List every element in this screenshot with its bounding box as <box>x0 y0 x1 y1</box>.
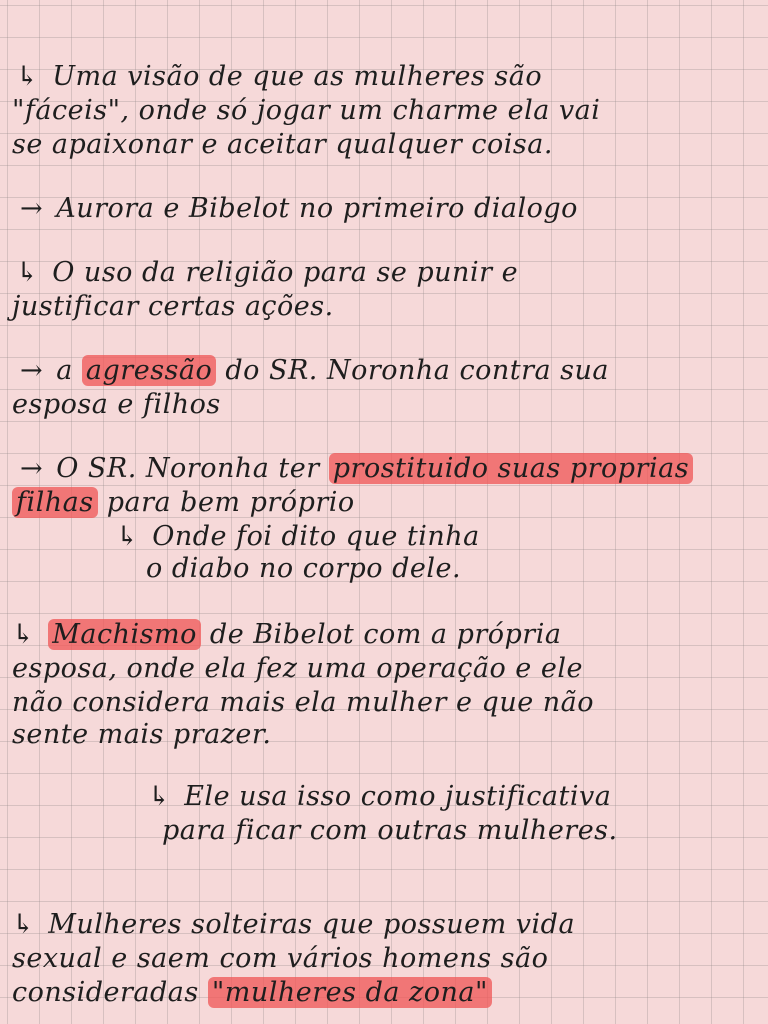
bullet-arrow-icon: ↳ <box>116 521 140 552</box>
note-text: de Bibelot com a própria <box>209 619 562 650</box>
highlighted-text: Machismo <box>48 619 201 650</box>
note-line <box>12 908 575 942</box>
note-text: sexual e saem com vários homens são <box>12 943 549 974</box>
note-line <box>20 192 578 226</box>
note-line <box>116 520 480 554</box>
note-text: esposa e filhos <box>12 389 221 420</box>
note-text: Uma visão de que as mulheres são <box>52 61 543 92</box>
note-text: Mulheres solteiras que possuem vida <box>48 909 576 940</box>
bullet-arrow-icon: ↳ <box>148 781 172 812</box>
dash-arrow-icon: → <box>20 453 44 484</box>
note-text: "fáceis", onde só jogar um charme ela vai <box>12 95 601 126</box>
note-text: sente mais prazer. <box>12 719 272 750</box>
bullet-arrow-icon: ↳ <box>16 257 40 288</box>
highlighted-text: "mulheres da zona" <box>208 977 492 1008</box>
note-line <box>12 976 492 1010</box>
note-line <box>12 686 594 720</box>
note-line <box>12 942 548 976</box>
note-text: a <box>56 355 73 386</box>
highlighted-text: agressão <box>82 355 216 386</box>
note-text: Ele usa isso como justificativa <box>184 781 612 812</box>
note-text: esposa, onde ela fez uma operação e ele <box>12 653 583 684</box>
note-text: O SR. Noronha ter <box>56 453 320 484</box>
highlighted-text: filhas <box>12 487 98 518</box>
note-line <box>12 94 600 128</box>
dash-arrow-icon: → <box>20 193 44 224</box>
note-line <box>162 814 618 848</box>
note-line <box>16 256 518 290</box>
note-text: Aurora e Bibelot no primeiro dialogo <box>56 193 578 224</box>
note-line <box>148 780 611 814</box>
bullet-arrow-icon: ↳ <box>12 909 36 940</box>
note-line <box>12 290 334 324</box>
note-line <box>20 452 693 486</box>
dash-arrow-icon: → <box>20 355 44 386</box>
note-line <box>12 618 561 652</box>
note-line <box>12 486 355 520</box>
note-line <box>12 652 583 686</box>
note-text: consideradas <box>12 977 199 1008</box>
note-text: O uso da religião para se punir e <box>52 257 519 288</box>
note-line <box>20 354 609 388</box>
note-text: do SR. Noronha contra sua <box>225 355 610 386</box>
highlighted-text: prostituido suas proprias <box>329 453 693 484</box>
note-text: Onde foi dito que tinha <box>152 521 480 552</box>
note-line <box>12 718 271 752</box>
note-text: para ficar com outras mulheres. <box>162 815 618 846</box>
note-text: se apaixonar e aceitar qualquer coisa. <box>12 129 553 160</box>
note-text: justificar certas ações. <box>12 291 334 322</box>
note-line <box>12 128 553 162</box>
bullet-arrow-icon: ↳ <box>16 61 40 92</box>
note-text: para bem próprio <box>106 487 355 518</box>
note-text: não considera mais ela mulher e que não <box>12 687 595 718</box>
bullet-arrow-icon: ↳ <box>12 619 36 650</box>
note-line <box>12 388 221 422</box>
note-text: o diabo no corpo dele. <box>146 553 462 584</box>
note-line <box>16 60 542 94</box>
note-line <box>146 552 461 586</box>
